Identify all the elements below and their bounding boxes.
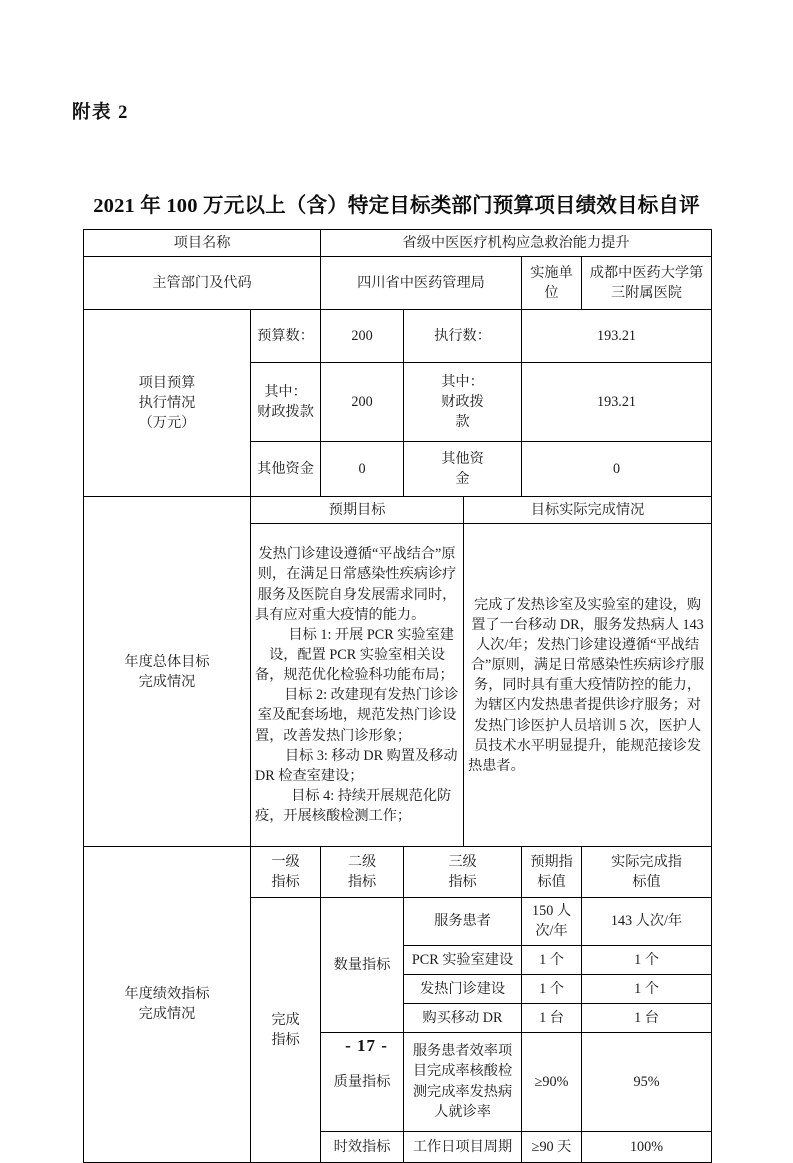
execution-other-funds-label	[404, 442, 522, 497]
indicator-expected-header: 预期指标值	[522, 847, 582, 898]
indicator-level1-header	[251, 847, 321, 898]
indicator-level1-header-line-2: 指标	[271, 874, 300, 891]
annual-overall-label	[84, 497, 251, 847]
indicator-expected-quantity-4: 1 台	[522, 1003, 582, 1032]
actual-result-text	[464, 524, 712, 847]
execution-other-funds-label-line-1: 其他资	[441, 451, 484, 467]
indicator-actual-header	[582, 847, 712, 898]
indicator-level2-header	[321, 847, 404, 898]
execution-fiscal-label	[404, 363, 522, 442]
budget-other-funds-value: 0	[321, 442, 404, 497]
indicator-expected-quantity-1: 150 人次/年	[522, 898, 582, 945]
indicator-level2-header-line-2: 指标	[347, 874, 377, 891]
indicator-expected-quantity-2: 1 个	[522, 945, 582, 974]
execution-other-funds-value: 0	[522, 442, 712, 497]
indicator-level2-quality: 质量指标	[321, 1032, 404, 1131]
execution-fiscal-label-line-3: 款	[455, 414, 470, 431]
indicator-level1-value-line-2: 指标	[271, 1031, 300, 1048]
indicator-level2-header-line-1: 二级	[347, 854, 377, 871]
indicator-expected-quantity-3: 1 个	[522, 974, 582, 1003]
budget-execution-label-line-2: 执行情况	[138, 395, 196, 412]
indicator-level3-timeliness: 工作日项目周期	[404, 1131, 522, 1162]
budget-amount-label: 预算数：	[251, 310, 321, 363]
indicator-level3-quality-line-1: 服务患者效率项	[412, 1043, 513, 1060]
budget-execution-label	[84, 310, 251, 497]
actual-result-header: 目标实际完成情况	[464, 497, 712, 524]
department-value: 四川省中医药管理局	[321, 257, 522, 310]
indicator-level2-quantity: 数量指标	[321, 898, 404, 1032]
indicator-level3-header	[404, 847, 522, 898]
table-row-project-name	[84, 230, 712, 257]
page-number: - 17 -	[345, 1036, 388, 1055]
annual-overall-label-line-2: 完成情况	[138, 673, 196, 690]
indicator-level3-quality-line-2: 目完成率核酸检	[412, 1063, 513, 1080]
budget-fiscal-value: 200	[321, 363, 404, 442]
annual-performance-label	[84, 847, 251, 1162]
table-row-indicator-headers	[84, 847, 712, 898]
department-label: 主管部门及代码	[84, 257, 321, 310]
expected-target-paragraph-5: 目标 4: 持续开展规范化防疫，开展核酸检测工作；	[255, 788, 452, 825]
budget-execution-label-line-3: （万元）	[138, 415, 196, 432]
indicator-actual-header-line-2: 标值	[632, 874, 661, 891]
indicator-actual-quality: 95%	[582, 1032, 712, 1131]
indicator-level2-timeliness: 时效指标	[321, 1131, 404, 1162]
indicator-level3-quality-line-4: 人就诊率	[434, 1103, 491, 1120]
actual-result-paragraph-1: 完成了发热诊室及实验室的建设，购置了一台移动 DR，服务发热病人 143 人次/年；发热门诊建设遵循“平战结合”原则，满足日常感染性疾病诊疗服务，同时具有重大疫情防控的能力，为辖区内发热患者提供诊疗服务；对发热门诊医护人员培训 5 次，医护人员技术水平明显提升，能规范接诊发热患者。	[468, 596, 705, 774]
indicator-level3-quantity-4: 购买移动 DR	[404, 1003, 522, 1032]
budget-fiscal-label	[251, 363, 321, 442]
expected-target-paragraph-3: 目标 2: 改建现有发热门诊诊室及配套场地，规范发热门诊设置，改善发热门诊形象；	[255, 687, 459, 744]
indicator-expected-quality: ≥90%	[522, 1032, 582, 1131]
indicator-actual-header-line-1: 实际完成指	[611, 854, 682, 871]
indicator-level3-quality-line-3: 测完成率发热病	[412, 1083, 513, 1100]
table-row-budget-amount	[84, 310, 712, 363]
expected-target-paragraph-4: 目标 3: 移动 DR 购置及移动 DR 检查室建设；	[255, 747, 458, 784]
budget-other-funds-label: 其他资金	[251, 442, 321, 497]
project-name-value: 省级中医医疗机构应急救治能力提升	[321, 230, 712, 257]
attachment-label: 附表 2	[72, 103, 129, 123]
execution-amount-value: 193.21	[522, 310, 712, 363]
indicator-actual-quantity-4: 1 台	[582, 1003, 712, 1032]
budget-amount-value: 200	[321, 310, 404, 363]
performance-self-assessment-table	[83, 229, 712, 1163]
indicator-actual-quantity-1: 143 人次/年	[582, 898, 712, 945]
indicator-level3-quantity-2: PCR 实验室建设	[404, 945, 522, 974]
implement-unit-label: 实施单位	[522, 257, 582, 310]
expected-target-text	[251, 524, 464, 847]
indicator-level3-header-line-1: 三级	[448, 854, 477, 871]
indicator-actual-timeliness: 100%	[582, 1131, 712, 1162]
page-title: 2021 年 100 万元以上（含）特定目标类部门预算项目绩效目标自评	[93, 195, 700, 217]
indicator-level3-quantity-1: 服务患者	[404, 898, 522, 945]
annual-performance-label-line-2: 完成情况	[138, 1006, 196, 1023]
project-name-label: 项目名称	[84, 230, 321, 257]
execution-fiscal-label-line-2: 财政拨	[441, 394, 484, 411]
budget-fiscal-label-line-1: 其中：	[264, 384, 307, 400]
expected-target-header: 预期目标	[251, 497, 464, 524]
indicator-expected-timeliness: ≥90 天	[522, 1131, 582, 1162]
execution-other-funds-label-line-2: 金	[455, 471, 470, 488]
indicator-level3-header-line-2: 指标	[448, 874, 477, 891]
implement-unit-value: 成都中医药大学第三附属医院	[582, 257, 712, 310]
budget-execution-label-line-1: 项目预算	[138, 374, 196, 391]
indicator-level3-quantity-3: 发热门诊建设	[404, 974, 522, 1003]
annual-performance-label-line-1: 年度绩效指标	[124, 986, 210, 1003]
execution-fiscal-label-line-1: 其中：	[441, 373, 484, 390]
expected-target-paragraph-1: 发热门诊建设遵循“平战结合”原则，在满足日常感染性疾病诊疗服务及医院自身发展需求同时，具有应对重大疫情的能力。	[255, 546, 457, 623]
table-row-department	[84, 257, 712, 310]
execution-amount-label: 执行数：	[404, 310, 522, 363]
annual-overall-label-line-1: 年度总体目标	[124, 653, 210, 670]
indicator-level1-header-line-1: 一级	[271, 854, 300, 871]
indicator-actual-quantity-3: 1 个	[582, 974, 712, 1003]
execution-fiscal-value: 193.21	[522, 363, 712, 442]
table-row-target-headers	[84, 497, 712, 524]
expected-target-paragraph-2: 目标 1: 开展 PCR 实验室建设，配置 PCR 实验室相关设备，规范优化检验科功能布局；	[255, 626, 454, 684]
budget-fiscal-label-line-2: 财政拨款	[257, 404, 314, 421]
indicator-level1-value	[251, 898, 321, 1162]
indicator-level1-value-line-1: 完成	[271, 1011, 300, 1028]
indicator-actual-quantity-2: 1 个	[582, 945, 712, 974]
